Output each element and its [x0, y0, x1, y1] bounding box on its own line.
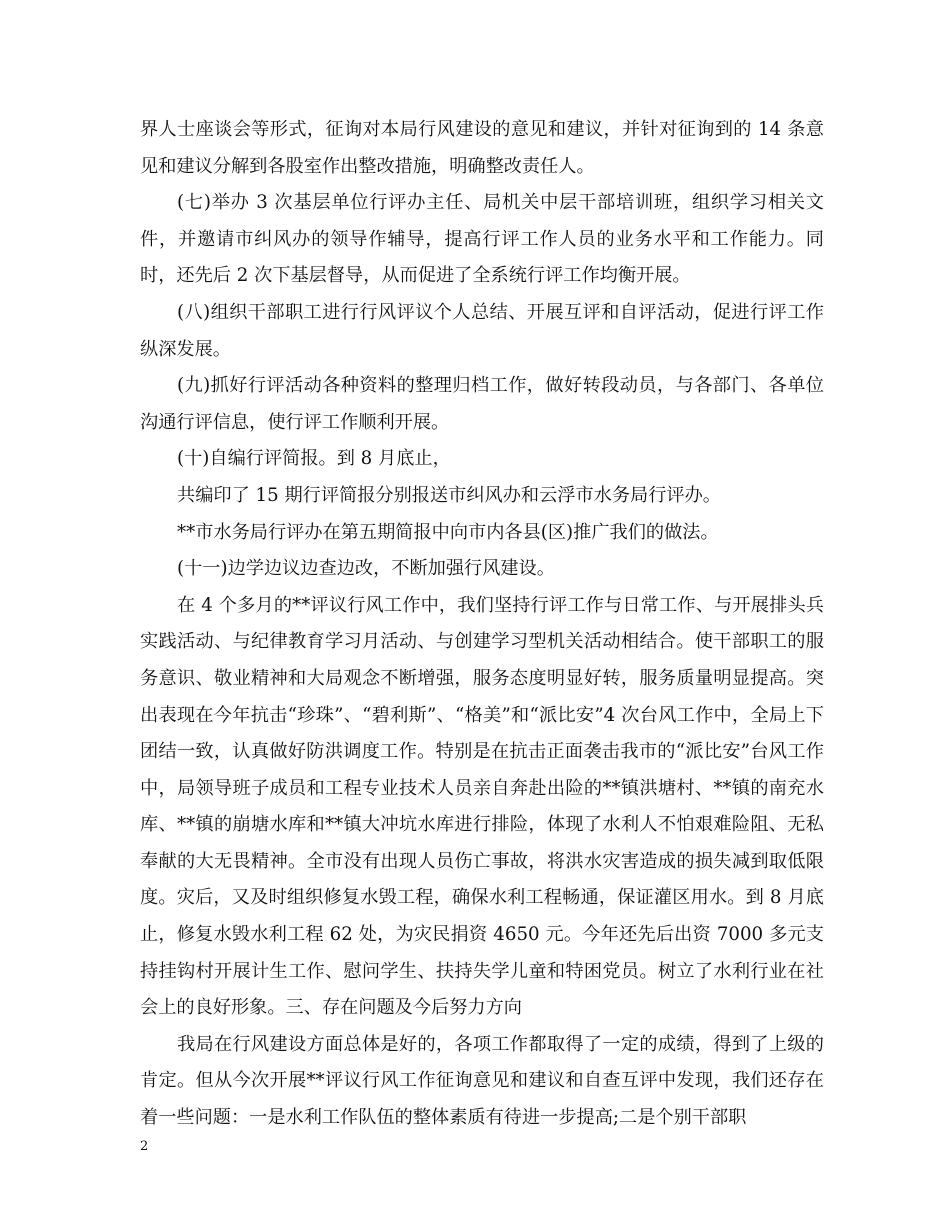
paragraph: **市水务局行评办在第五期简报中向市内各县(区)推广我们的做法。 — [177, 521, 719, 543]
paragraph: 在 4 个多月的**评议行风工作中，我们坚持行评工作与日常工作、与开展排头兵实践活动、与纪律教育学习月活动、与创建学习型机关活动相结合。使干部职工的服务意识、敬业精神和大局观念不断增强，服务态度明显好转，服务质量明显提高。突出表现在今年抗击“珍珠”、“碧利斯”、“格美”和“派比安”4 次台风工作中，全局上下团结一致，认真做好防洪调度工作。特别是在抗击正面袭击我市的“派比安”台风工作中，局领导班子成员和工程专业技术人员亲自奔赴出险的**镇洪塘村、**镇的南充水库、**镇的崩塘水库和**镇大冲坑水库进行排险，体现了水利人不怕艰难险阻、无私奉献的大无畏精神。全市没有出现人员伤亡事故，将洪水灾害造成的损失减到取低限度。灾后，又及时组织修复水毁工程，确保水利工程畅通，保证灌区用水。到 8 月底止，修复水毁水利工程 62 处，为灾民捐资 4650 元。今年还先后出资 7000 多元支持挂钩村开展计生工作、慰问学生、扶持失学儿童和特困党员。树立了水利行业在社会上的良好形象。三、存在问题及今后努力方向 — [140, 594, 824, 1019]
paragraph: (八)组织干部职工进行行风评议个人总结、开展互评和自评活动，促进行评工作纵深发展。 — [140, 301, 824, 360]
page-number: 2 — [140, 1139, 149, 1154]
paragraph: (十)自编行评简报。到 8 月底止， — [177, 448, 451, 470]
paragraph: (七)举办 3 次基层单位行评办主任、局机关中层干部培训班，组织学习相关文件，并邀请市纠风办的领导作辅导，提高行评工作人员的业务水平和工作能力。同时，还先后 2 次下基层督导，从而促进了全系统行评工作均衡开展。 — [140, 192, 824, 287]
paragraph: 我局在行风建设方面总体是好的，各项工作都取得了一定的成绩，得到了上级的肯定。但从今次开展**评议行风工作征询意见和建议和自查互评中发现，我们还存在着一些问题：一是水利工作队伍的整体素质有待进一步提高;二是个别干部职 — [140, 1033, 824, 1129]
paragraph: (九)抓好行评活动各种资料的整理归档工作，做好转段动员，与各部门、各单位沟通行评信息，使行评工作顺利开展。 — [140, 375, 824, 433]
paragraph: 界人士座谈会等形式，征询对本局行风建设的意见和建议，并针对征询到的 14 条意见和建议分解到各股室作出整改措施，明确整改责任人。 — [140, 119, 824, 177]
body-text — [140, 112, 824, 1137]
paragraph: 共编印了 15 期行评简报分别报送市纠风办和云浮市水务局行评办。 — [177, 484, 721, 506]
paragraph: (十一)边学边议边查边改，不断加强行风建设。 — [177, 558, 555, 580]
